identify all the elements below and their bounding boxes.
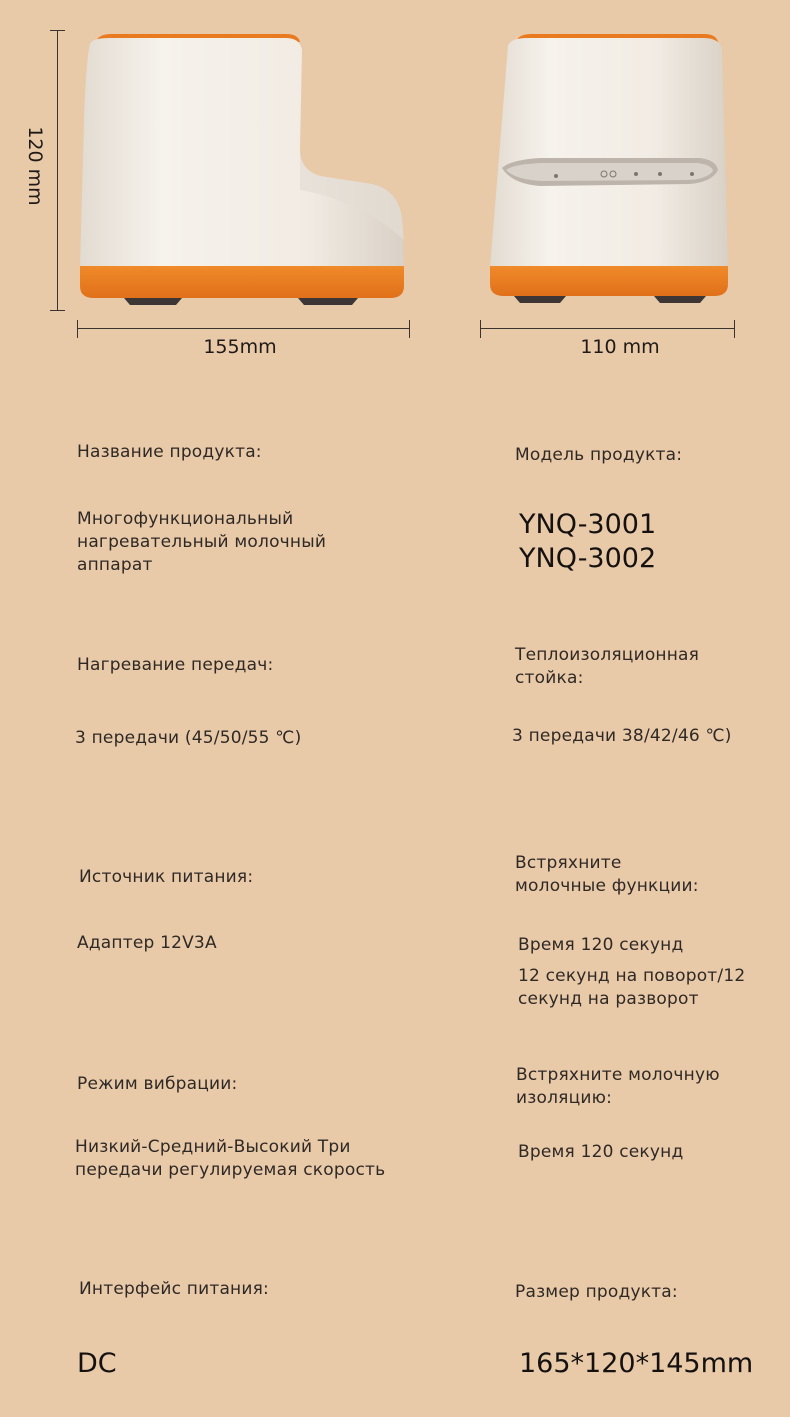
side-width-tick-left bbox=[77, 320, 78, 338]
insulation-value: 3 передачи 38/42/46 ℃) bbox=[512, 726, 732, 746]
shake-label: Встряхните молочные функции: bbox=[515, 853, 699, 896]
side-width-dimension-line bbox=[77, 328, 410, 329]
power-interface-label: Интерфейс питания: bbox=[79, 1279, 269, 1299]
shake-insulation-value: Время 120 секунд bbox=[518, 1142, 684, 1162]
power-source-value: Адаптер 12V3A bbox=[77, 933, 217, 953]
shake-insulation-label: Встряхните молочную изоляцию: bbox=[516, 1065, 720, 1108]
insulation-label: Теплоизоляционная стойка: bbox=[515, 645, 700, 688]
power-interface-value: DC bbox=[77, 1348, 117, 1379]
front-view-device bbox=[490, 34, 728, 303]
vibration-value: Низкий-Средний-Высокий Три передачи регулируемая скорость bbox=[75, 1137, 386, 1180]
product-name-value: Многофункциональный нагревательный молочный аппарат bbox=[77, 509, 327, 575]
front-width-tick-right bbox=[734, 320, 735, 338]
front-width-dimension-line bbox=[480, 328, 735, 329]
side-width-tick-right bbox=[409, 320, 410, 338]
front-width-dimension-label: 110 mm bbox=[580, 336, 660, 358]
height-dimension-tick-bottom bbox=[50, 310, 65, 311]
side-view-device bbox=[80, 34, 404, 305]
side-width-dimension-label: 155mm bbox=[203, 336, 277, 358]
product-illustration bbox=[0, 0, 790, 380]
product-name-label: Название продукта: bbox=[77, 442, 262, 462]
height-dimension-tick-top bbox=[50, 30, 65, 31]
vibration-label: Режим вибрации: bbox=[77, 1074, 238, 1094]
model-value-2: YNQ-3002 bbox=[519, 543, 657, 574]
power-source-label: Источник питания: bbox=[79, 867, 254, 887]
size-label: Размер продукта: bbox=[515, 1282, 678, 1302]
model-label: Модель продукта: bbox=[515, 445, 683, 465]
front-width-tick-left bbox=[480, 320, 481, 338]
height-dimension-line bbox=[57, 30, 58, 310]
height-dimension-label: 120 mm bbox=[24, 126, 46, 206]
size-value: 165*120*145mm bbox=[519, 1348, 754, 1379]
heating-label: Нагревание передач: bbox=[77, 655, 274, 675]
shake-value-1: Время 120 секунд bbox=[518, 935, 684, 955]
heating-value: 3 передачи (45/50/55 ℃) bbox=[75, 728, 302, 748]
model-value-1: YNQ-3001 bbox=[519, 509, 657, 540]
shake-value-2: 12 секунд на поворот/12 секунд на разворот bbox=[518, 966, 746, 1009]
